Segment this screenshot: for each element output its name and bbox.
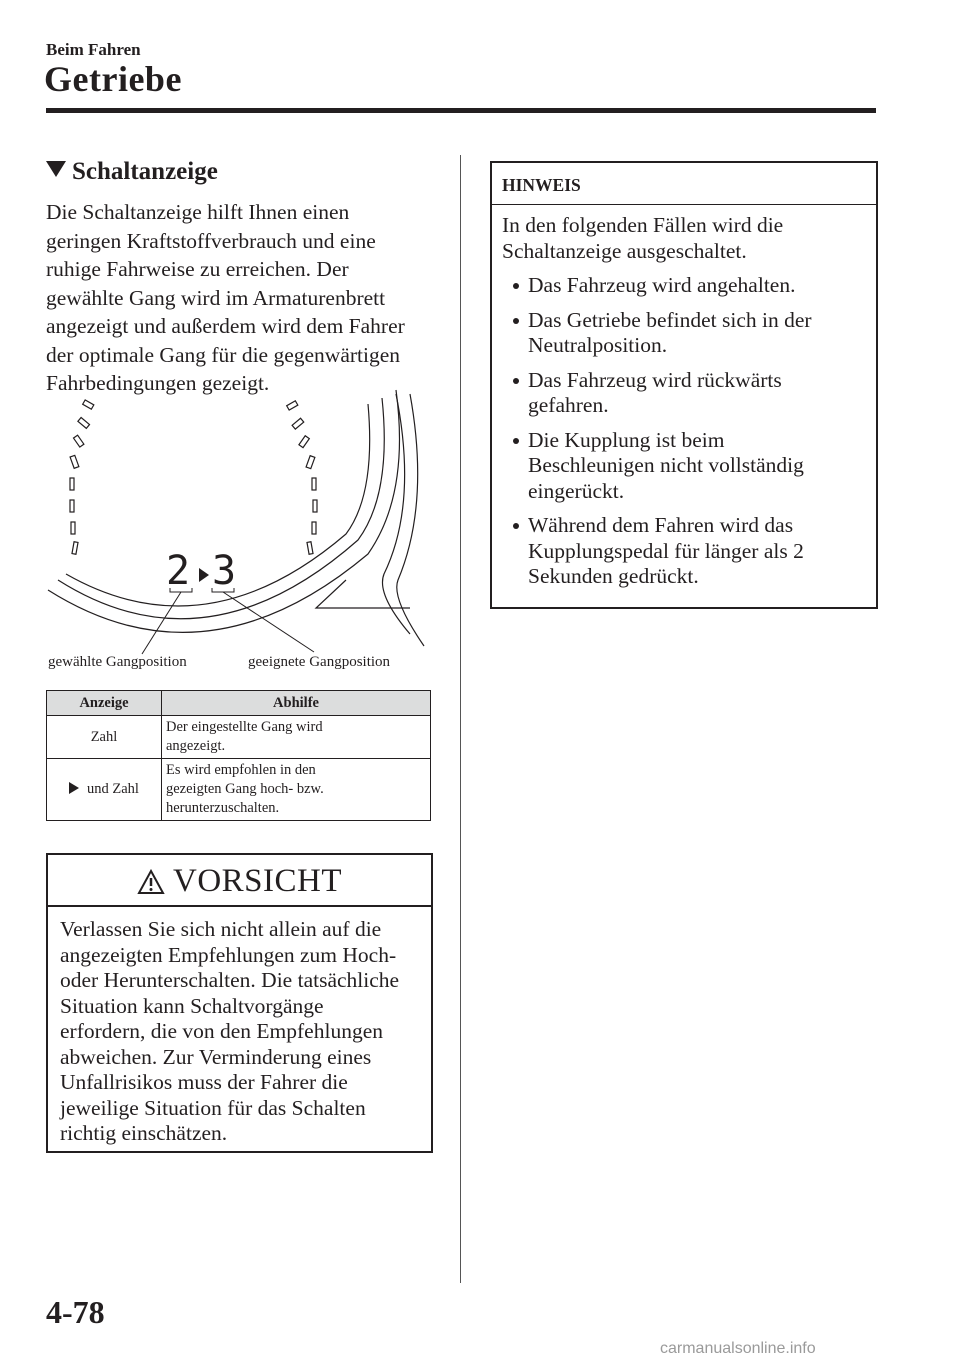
intro-line: gewählte Gang wird im Armaturenbrett <box>46 285 386 310</box>
intro-paragraph <box>46 198 446 398</box>
remedy-line: Es wird empfohlen in den <box>166 762 316 778</box>
tick-marks <box>70 400 317 554</box>
dash-contour <box>382 394 410 634</box>
caution-line: abweichen. Zur Verminderung eines <box>60 1044 372 1069</box>
table-cell-remedy <box>162 716 431 759</box>
indicator-text: und Zahl <box>87 781 139 797</box>
caution-box <box>46 853 433 1153</box>
warning-icon <box>137 869 165 895</box>
section-title: Getriebe <box>44 59 182 99</box>
bullet-line: Das Getriebe befindet sich in der <box>528 307 812 332</box>
bullet-line: Sekunden gedrückt. <box>528 564 699 588</box>
note-header: HINWEIS <box>492 163 876 205</box>
bullet-line: Die Kupplung ist beim <box>528 427 725 452</box>
label-selected-gear: gewählte Gangposition <box>48 654 187 670</box>
caution-line: Situation kann Schaltvorgänge <box>60 993 324 1018</box>
table-header-row <box>47 691 431 716</box>
instrument-cluster-illustration <box>46 384 430 684</box>
selected-gear-digit: 2 <box>166 548 191 594</box>
note-bullet <box>502 273 866 299</box>
suitable-gear-digit: 3 <box>212 548 237 594</box>
caution-line: Verlassen Sie sich nicht allein auf die <box>60 917 382 941</box>
table-cell-indicator: Zahl <box>47 716 162 759</box>
arrow-right-icon <box>69 782 79 794</box>
bullet-icon <box>513 318 519 324</box>
remedy-line: gezeigten Gang hoch- bzw. <box>166 781 324 797</box>
caution-line: erfordern, die von den Empfehlungen <box>60 1019 383 1043</box>
caution-line: Unfallrisikos muss der Fahrer die <box>60 1070 348 1094</box>
caution-line: oder Herunterschalten. Die tatsächliche <box>60 968 400 992</box>
table-row <box>47 716 431 759</box>
bullet-icon <box>513 283 519 289</box>
intro-line: Die Schaltanzeige hilft Ihnen einen <box>46 200 350 224</box>
remedy-line: Der eingestellte Gang wird <box>166 719 323 735</box>
intro-line: geringen Kraftstoffverbrauch und eine <box>46 228 376 253</box>
table-header-indicator: Anzeige <box>47 691 162 716</box>
bullet-line: Beschleunigen nicht vollständig <box>528 453 804 477</box>
intro-line: ruhige Fahrweise zu erreichen. Der <box>46 257 349 281</box>
note-intro-line: Schaltanzeige ausgeschaltet. <box>502 238 747 263</box>
gauge-outer-ring <box>48 390 400 632</box>
selected-gear-leader-line <box>142 592 181 654</box>
label-suitable-gear: geeignete Gangposition <box>248 654 391 670</box>
caution-line: angezeigten Empfehlungen zum Hoch- <box>60 942 397 967</box>
indicator-table <box>46 690 431 821</box>
dash-edge <box>316 580 410 608</box>
bullet-line: Während dem Fahren wird das <box>528 513 794 537</box>
intro-line: angezeigt und außerdem wird dem Fahrer <box>46 314 405 338</box>
table-header-remedy: Abhilfe <box>162 691 431 716</box>
bullet-line: Neutralposition. <box>528 333 668 357</box>
table-cell-remedy <box>162 759 431 821</box>
watermark: carmanualsonline.info <box>660 1340 816 1357</box>
shift-up-arrow-icon <box>199 568 209 582</box>
note-box <box>490 161 878 609</box>
header-rule <box>46 108 876 113</box>
note-bullet <box>502 513 866 590</box>
bullet-line: gefahren. <box>528 393 609 417</box>
caution-line: jeweilige Situation für das Schalten <box>60 1095 366 1120</box>
bullet-line: eingerückt. <box>528 478 625 503</box>
note-body <box>492 205 876 598</box>
note-intro <box>502 213 866 264</box>
note-intro-line: In den folgenden Fällen wird die <box>502 213 784 237</box>
subheading <box>46 158 218 186</box>
column-divider <box>460 155 461 1283</box>
bullet-icon <box>513 378 519 384</box>
note-bullet <box>502 308 866 359</box>
bullet-line: Kupplungspedal für länger als 2 <box>528 538 804 563</box>
note-bullet <box>502 428 866 505</box>
bullet-line: Das Fahrzeug wird rückwärts <box>528 367 782 392</box>
triangle-down-icon <box>46 161 66 177</box>
caution-title: VORSICHT <box>172 863 343 899</box>
remedy-line: herunterzuschalten. <box>166 800 280 816</box>
bullet-icon <box>513 438 519 444</box>
subheading-text: Schaltanzeige <box>72 158 218 185</box>
table-row <box>47 759 431 821</box>
note-bullet <box>502 368 866 419</box>
shift-indicator-figure <box>46 384 430 684</box>
intro-line: Fahrbedingungen gezeigt. <box>46 371 270 395</box>
caution-header <box>48 855 431 907</box>
remedy-line: angezeigt. <box>166 738 226 754</box>
table-cell-indicator <box>47 759 162 821</box>
intro-line: der optimale Gang für die gegenwärtigen <box>46 342 401 367</box>
page-number: 4-78 <box>46 1294 105 1330</box>
bullet-icon <box>513 523 519 529</box>
chapter-title: Beim Fahren <box>46 40 141 59</box>
caution-text <box>48 907 431 1157</box>
bullet-line: Das Fahrzeug wird angehalten. <box>528 273 796 297</box>
caution-line: richtig einschätzen. <box>60 1121 228 1145</box>
